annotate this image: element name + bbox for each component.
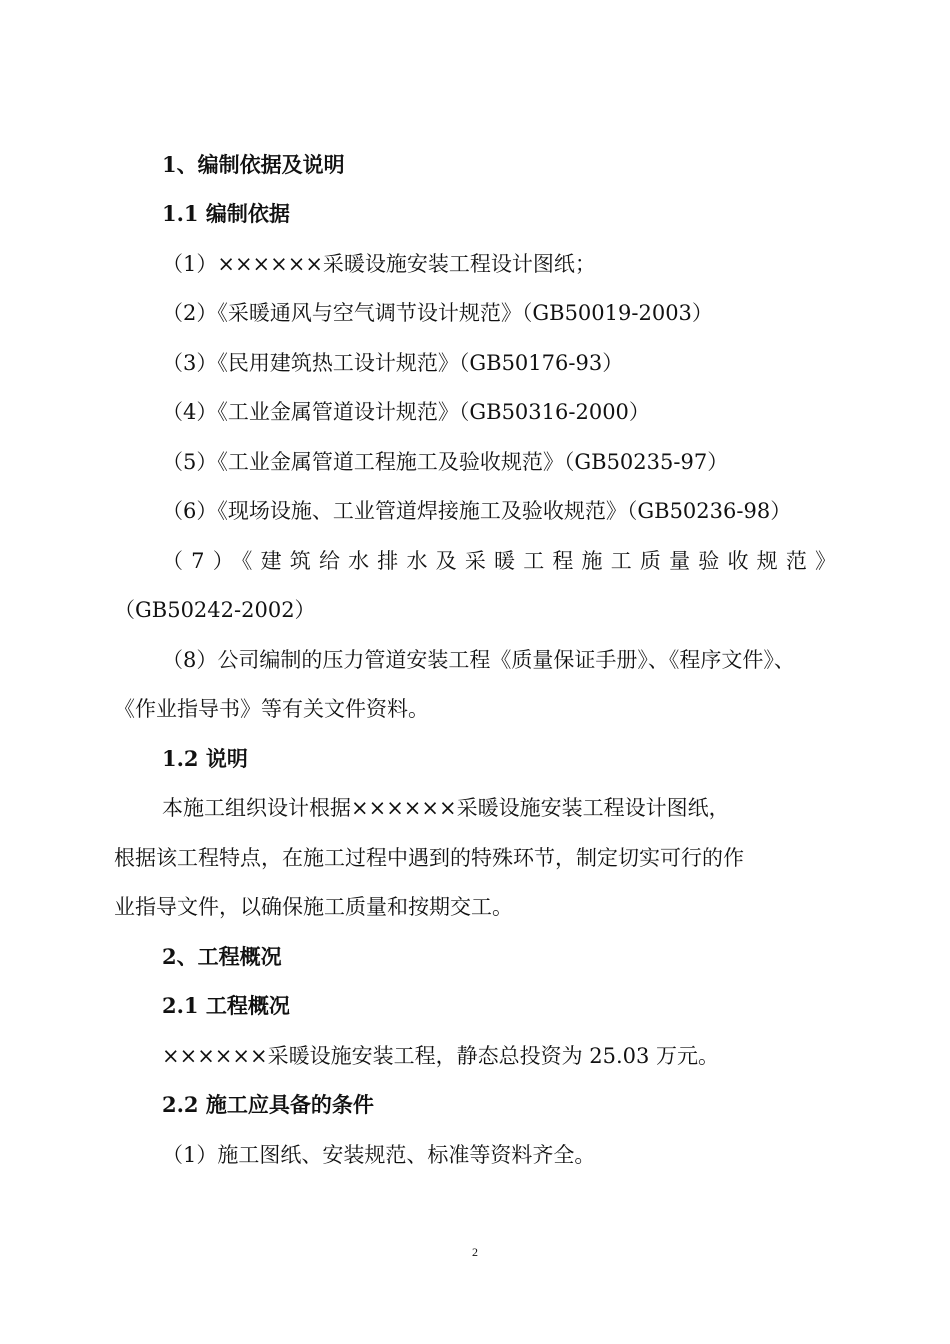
overview-text: ××××××采暖设施安装工程，静态总投资为 25.03 万元。 (162, 1044, 720, 1068)
description-line-3: 业指导文件，以确保施工质量和按期交工。 (114, 895, 513, 919)
description-line-1: 本施工组织设计根据××××××采暖设施安装工程设计图纸， (162, 796, 730, 820)
basis-item: （2）《采暖通风与空气调节设计规范》（GB50019-2003） (162, 301, 713, 325)
condition-item: （1）施工图纸、安装规范、标准等资料齐全。 (162, 1143, 596, 1167)
section-heading-1-2: 1.2 说明 (162, 746, 248, 771)
section-heading-2-1: 2.1 工程概况 (162, 993, 290, 1018)
basis-item-7-line-1: （7）《建筑给水排水及采暖工程施工质量验收规范》 (162, 549, 836, 573)
page-number: 2 (472, 1245, 478, 1259)
basis-item: （4）《工业金属管道设计规范》（GB50316-2000） (162, 400, 650, 424)
section-heading-2-2: 2.2 施工应具备的条件 (162, 1092, 374, 1117)
section-heading-1-1: 1.1 编制依据 (162, 201, 290, 226)
basis-item: （1）××××××采暖设施安装工程设计图纸； (162, 252, 596, 276)
basis-item-7-line-2: （GB50242-2002） (114, 598, 316, 622)
basis-item: （5）《工业金属管道工程施工及验收规范》（GB50235-97） (162, 450, 729, 474)
basis-item: （3）《民用建筑热工设计规范》（GB50176-93） (162, 351, 624, 375)
basis-item-8-line-2: 《作业指导书》等有关文件资料。 (114, 697, 429, 721)
section-heading-1: 1、编制依据及说明 (162, 152, 345, 177)
section-heading-2: 2、工程概况 (162, 944, 282, 969)
basis-item: （6）《现场设施、工业管道焊接施工及验收规范》（GB50236-98） (162, 499, 792, 523)
basis-item-8-line-1: （8）公司编制的压力管道安装工程《质量保证手册》、《程序文件》、 (162, 648, 795, 672)
description-line-2: 根据该工程特点，在施工过程中遇到的特殊环节，制定切实可行的作 (114, 846, 744, 870)
